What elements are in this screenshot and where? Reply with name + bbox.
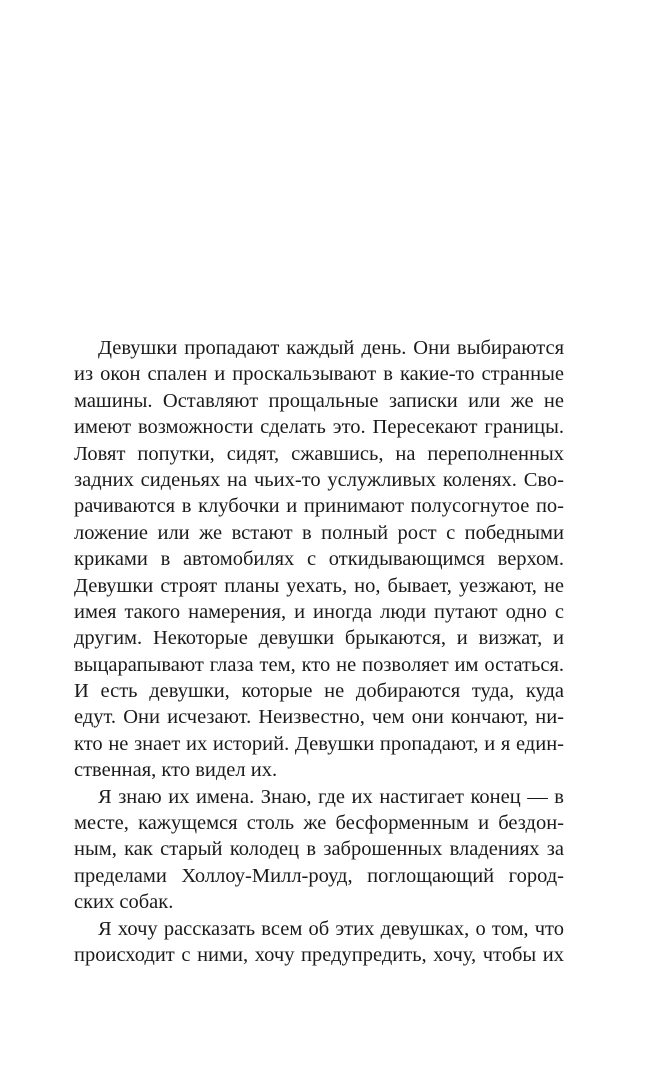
text-line: криками в автомобилях с откидывающимся верхом. — [74, 548, 564, 571]
text-line: Я знаю их имена. Знаю, где их настигает конец — в — [98, 785, 564, 808]
text-line: задних сиденьях на чьих-то услужливых коленях. Сво- — [74, 468, 564, 491]
text-line: машины. Оставляют прощальные записки или же не — [74, 389, 564, 412]
text-line: рачиваются в клубочки и принимают полусогнутое по- — [74, 495, 564, 518]
text-line: Девушки пропадают каждый день. Они выбираются — [98, 337, 564, 359]
paragraph — [74, 784, 564, 916]
text-line: ным, как старый колодец в заброшенных владениях за — [74, 838, 564, 861]
paragraph — [74, 916, 564, 969]
text-line: выцарапывают глаза тем, кто не позволяет им остаться. — [74, 653, 564, 676]
text-line: имеют возможности сделать это. Пересекают границы. — [74, 416, 564, 439]
text-line: происходит с ними, хочу предупредить, хочу, чтобы их — [74, 943, 564, 966]
text-line: пределами Холлоу-Милл-роуд, поглощающий город- — [74, 864, 564, 887]
text-line: из окон спален и проскальзывают в какие-то странные — [74, 363, 564, 386]
text-line: едут. Они исчезают. Неизвестно, чем они кончают, ни- — [74, 706, 564, 729]
text-line: ложение или же встают в полный рост с победными — [74, 521, 564, 544]
text-line: другим. Некоторые девушки брыкаются, и визжат, и — [74, 627, 564, 650]
paragraph — [74, 335, 564, 784]
text-line: Ловят попутки, сидят, сжавшись, на переполненных — [74, 442, 564, 465]
page-text — [74, 335, 564, 968]
text-line: имея такого намерения, и иногда люди путают одно с — [74, 600, 564, 623]
text-line: Я хочу рассказать всем об этих девушках, о том, что — [98, 917, 564, 940]
text-line: ских собак. — [74, 891, 174, 914]
text-line: ственная, кто видел их. — [74, 759, 278, 782]
text-line: Девушки строят планы уехать, но, бывает, уезжают, не — [74, 574, 564, 597]
text-line: кто не знает их историй. Девушки пропадают, и я един- — [74, 732, 564, 755]
text-line: месте, кажущемся столь же бесформенным и бездон- — [74, 812, 564, 835]
text-line: И есть девушки, которые не добираются туда, куда — [74, 680, 564, 703]
